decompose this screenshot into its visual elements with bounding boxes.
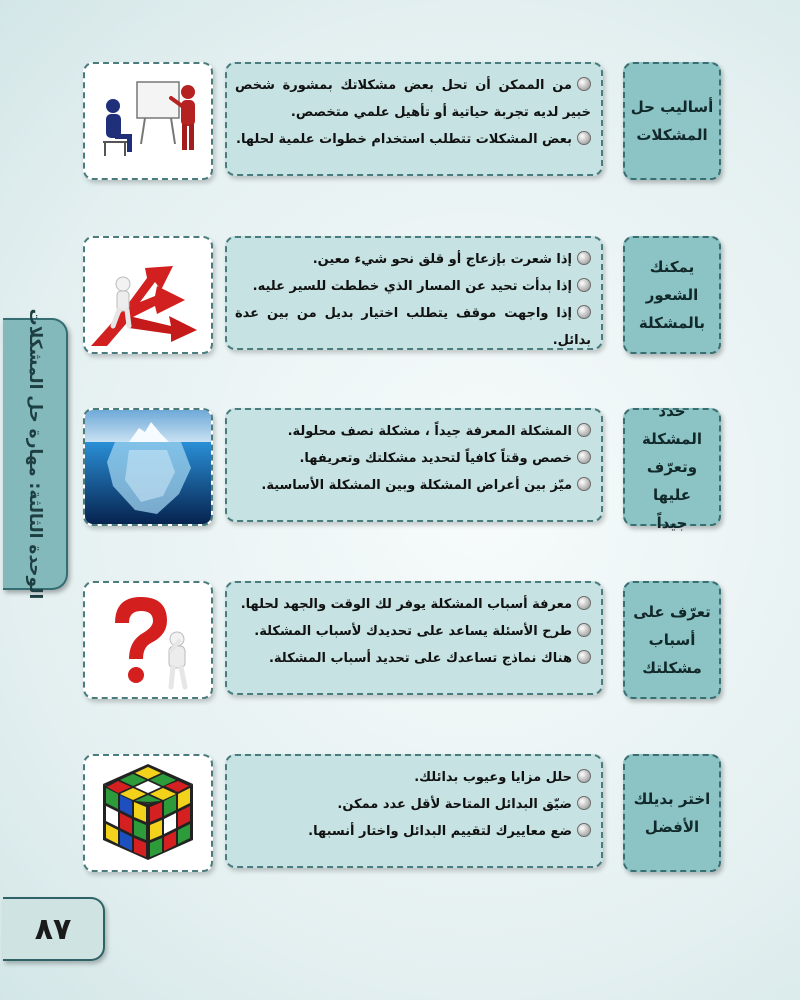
bullet-icon — [577, 305, 591, 319]
bullet-item: المشكلة المعرفة جيداً ، مشكلة نصف محلولة. — [235, 418, 591, 445]
bullet-item: طرح الأسئلة يساعد على تحديدك لأسباب المشكلة. — [235, 618, 591, 645]
topic-title: يمكنك الشعور بالمشكلة — [638, 258, 706, 332]
bullet-item: ضيّق البدائل المتاحة لأقل عدد ممكن. — [235, 791, 591, 818]
topic-content — [225, 236, 603, 350]
bullet-item: معرفة أسباب المشكلة يوفر لك الوقت والجهد لحلها. — [235, 591, 591, 618]
bullet-icon — [577, 796, 591, 810]
topic-title-box — [623, 236, 721, 354]
bullet-icon — [577, 596, 591, 610]
topic-title: حدد المشكلة وتعرّف عليها جيداً — [641, 402, 703, 532]
topic-title-box — [623, 754, 721, 872]
topic-content — [225, 408, 603, 522]
unit-title: الوحدة الثالثة: مهارة حل المشكلات — [24, 308, 45, 600]
bullet-item: ضع معاييرك لتقييم البدائل واختار أنسبها. — [235, 818, 591, 845]
rubiks-cube-icon — [85, 756, 211, 870]
topic-content — [225, 581, 603, 695]
page-number: ٨٧ — [34, 912, 72, 947]
topic-row — [0, 236, 800, 356]
topic-row — [0, 402, 800, 532]
topic-illustration — [83, 581, 213, 699]
iceberg-icon — [85, 410, 211, 524]
bullet-icon — [577, 769, 591, 783]
topic-content — [225, 62, 603, 176]
topic-title-box — [623, 62, 721, 180]
topic-title: تعرّف على أسباب مشكلتك — [633, 603, 711, 677]
topic-row — [0, 62, 800, 182]
topic-row — [0, 754, 800, 874]
page-number-box — [3, 897, 105, 961]
crossroads-arrows-icon — [85, 238, 211, 352]
topic-illustration — [83, 408, 213, 526]
bullet-item: إذا بدأت تحيد عن المسار الذي خططت للسير عليه. — [235, 273, 591, 300]
topic-illustration — [83, 62, 213, 180]
bullet-icon — [577, 623, 591, 637]
topic-content — [225, 754, 603, 868]
bullet-item: إذا شعرت بإزعاج أو قلق نحو شيء معين. — [235, 246, 591, 273]
bullet-item: ميّز بين أعراض المشكلة وبين المشكلة الأساسية. — [235, 472, 591, 499]
question-mark-icon — [85, 583, 211, 697]
topic-illustration — [83, 236, 213, 354]
bullet-icon — [577, 823, 591, 837]
presentation-icon — [85, 64, 211, 178]
bullet-icon — [577, 450, 591, 464]
bullet-item: بعض المشكلات تتطلب استخدام خطوات علمية لحلها. — [235, 126, 591, 153]
topic-title-box — [623, 581, 721, 699]
bullet-icon — [577, 477, 591, 491]
bullet-icon — [577, 423, 591, 437]
bullet-item: إذا واجهت موقف يتطلب اختيار بديل من بين عدة بدائل. — [235, 306, 591, 348]
bullet-icon — [577, 251, 591, 265]
bullet-icon — [577, 77, 591, 91]
bullet-item: هناك نماذج تساعدك على تحديد أسباب المشكلة. — [235, 645, 591, 672]
topic-row — [0, 581, 800, 701]
bullet-icon — [577, 131, 591, 145]
bullet-item: من الممكن أن تحل بعض مشكلاتك بمشورة شخص خبير لديه تجربة حياتية أو تأهيل علمي متخصص. — [235, 78, 591, 120]
topic-title: أساليب حل المشكلات — [630, 98, 714, 144]
bullet-icon — [577, 650, 591, 664]
topic-title-box — [623, 402, 721, 532]
topic-title: اختر بديلك الأفضل — [633, 790, 711, 836]
bullet-item: خصص وقتاً كافياً لتحديد مشكلتك وتعريفها. — [235, 445, 591, 472]
bullet-item: حلل مزايا وعيوب بدائلك. — [235, 764, 591, 791]
bullet-icon — [577, 278, 591, 292]
topic-illustration — [83, 754, 213, 872]
